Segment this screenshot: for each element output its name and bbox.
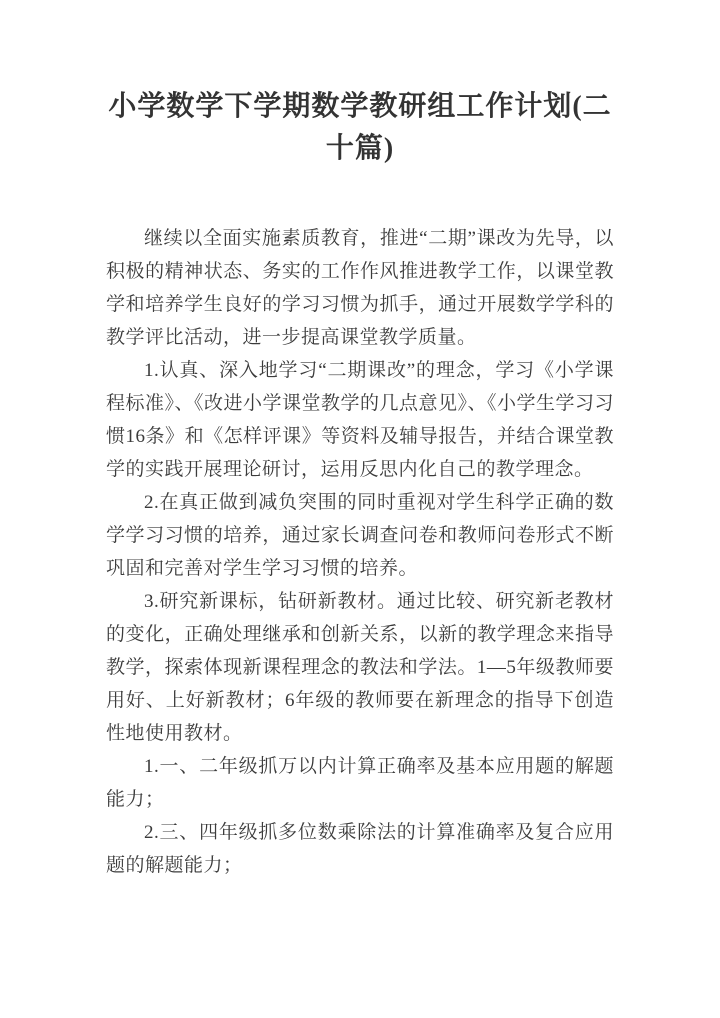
paragraph: 继续以全面实施素质教育，推进“二期”课改为先导，以积极的精神状态、务实的工作作风推进教学工作，以课堂教学和培养学生良好的学习习惯为抓手，通过开展数学学科的教学评比活动，进一步提高课堂教学质量。 <box>106 228 614 348</box>
paragraph: 1.认真、深入地学习“二期课改”的理念，学习《小学课程标准》、《改进小学课堂教学的几点意见》、《小学生学习习惯16条》和《怎样评课》等资料及辅导报告，并结合课堂教学的实践开展理论研讨，运用反思内化自己的教学理念。 <box>106 360 615 480</box>
paragraph: 2.三、四年级抓多位数乘除法的计算准确率及复合应用题的解题能力； <box>106 822 614 876</box>
document-body <box>106 222 614 882</box>
paragraph: 2.在真正做到减负突围的同时重视对学生科学正确的数学学习习惯的培养，通过家长调查问卷和教师问卷形式不断巩固和完善对学生学习习惯的培养。 <box>106 492 614 579</box>
paragraph: 1.一、二年级抓万以内计算正确率及基本应用题的解题能力； <box>106 756 614 810</box>
document-title: 小学数学下学期数学教研组工作计划(二十篇) <box>108 91 612 164</box>
paragraph: 3.研究新课标，钻研新教材。通过比较、研究新老教材的变化，正确处理继承和创新关系，以新的教学理念来指导教学，探索体现新课程理念的教法和学法。1—5年级教师要用好、上好新教材；6年级的教师要在新理念的指导下创造性地使用教材。 <box>106 591 614 744</box>
